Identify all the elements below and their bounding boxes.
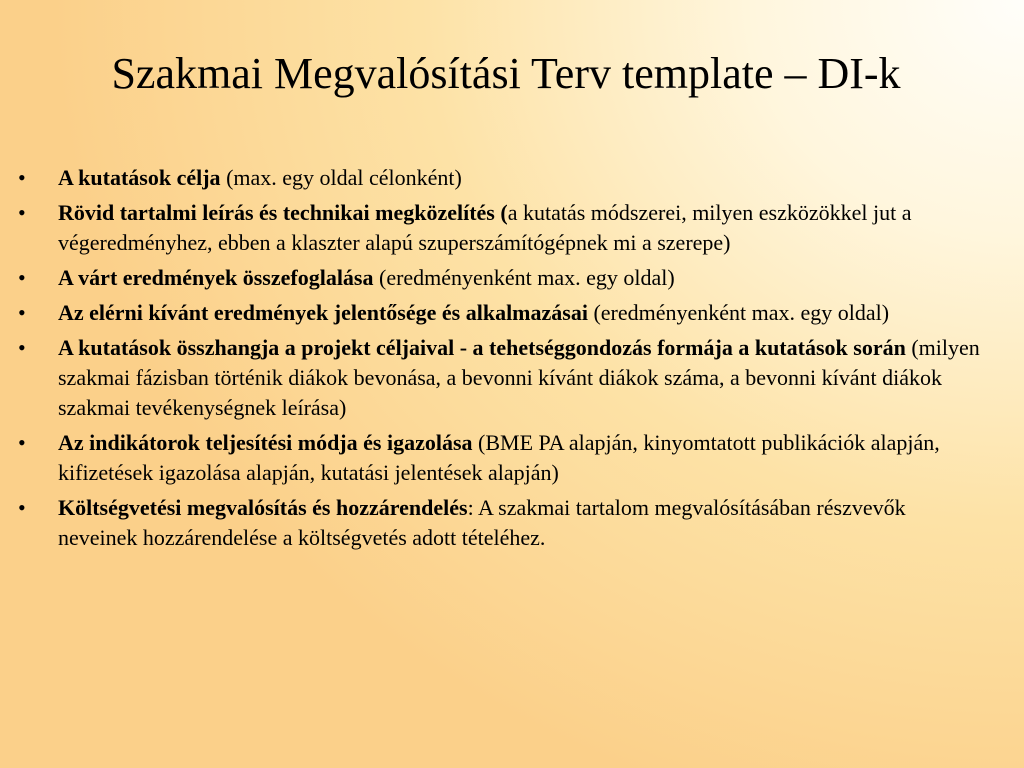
bullet-heading: A várt eredmények összefoglalása: [58, 265, 374, 290]
bullet-item: [0, 263, 1000, 293]
bullet-item: [0, 493, 1000, 553]
bullet-text: (eredményenként max. egy oldal): [587, 300, 890, 325]
bullet-heading: Rövid tartalmi leírás és technikai megközelítés (: [58, 200, 508, 225]
bullet-heading: Az indikátorok teljesítési módja és igazolása: [58, 430, 473, 455]
bullet-item: [0, 298, 1000, 328]
bullet-marker: •: [18, 300, 26, 325]
bullet-marker: •: [18, 200, 26, 225]
bullet-item: [0, 428, 1000, 488]
bullet-text: (eredményenként max. egy oldal): [373, 265, 675, 290]
bullet-marker: •: [18, 430, 26, 455]
bullet-text: a kutatás módszerei, milyen eszközökkel jut a végeredményhez, ebben a klaszter alapú szuperszámítógépnek mi a szerepe): [58, 200, 912, 255]
bullet-text: : A szakmai tartalom megvalósításában részvevők neveinek hozzárendelése a költségvetés adott tételéhez.: [58, 495, 906, 550]
bullet-heading: A kutatások összhangja a projekt céljaival - a tehetséggondozás formája a kutatások során: [58, 335, 906, 360]
bullet-marker: •: [18, 335, 26, 360]
bullet-marker: •: [18, 265, 26, 290]
bullet-item: [0, 163, 1000, 193]
bullet-item: [0, 333, 1000, 423]
bullet-text: (milyen szakmai fázisban történik diákok bevonása, a bevonni kívánt diákok száma, a bevonni kívánt diákok szakmai tevékenységnek leírása): [58, 335, 980, 420]
bullet-list: [0, 163, 1000, 558]
bullet-text: (BME PA alapján, kinyomtatott publikációk alapján, kifizetések igazolása alapján, kutatási jelentések alapján): [58, 430, 940, 485]
slide-title: Szakmai Megvalósítási Terv template – DI-k: [111, 49, 901, 98]
bullet-item: [0, 198, 1000, 258]
bullet-marker: •: [18, 495, 26, 520]
bullet-text: (max. egy oldal célonként): [220, 165, 462, 190]
bullet-marker: •: [18, 165, 26, 190]
bullet-heading: Az elérni kívánt eredmények jelentősége és alkalmazásai: [58, 300, 588, 325]
bullet-heading: Költségvetési megvalósítás és hozzárendelés: [58, 495, 468, 520]
bullet-heading: A kutatások célja: [58, 165, 221, 190]
